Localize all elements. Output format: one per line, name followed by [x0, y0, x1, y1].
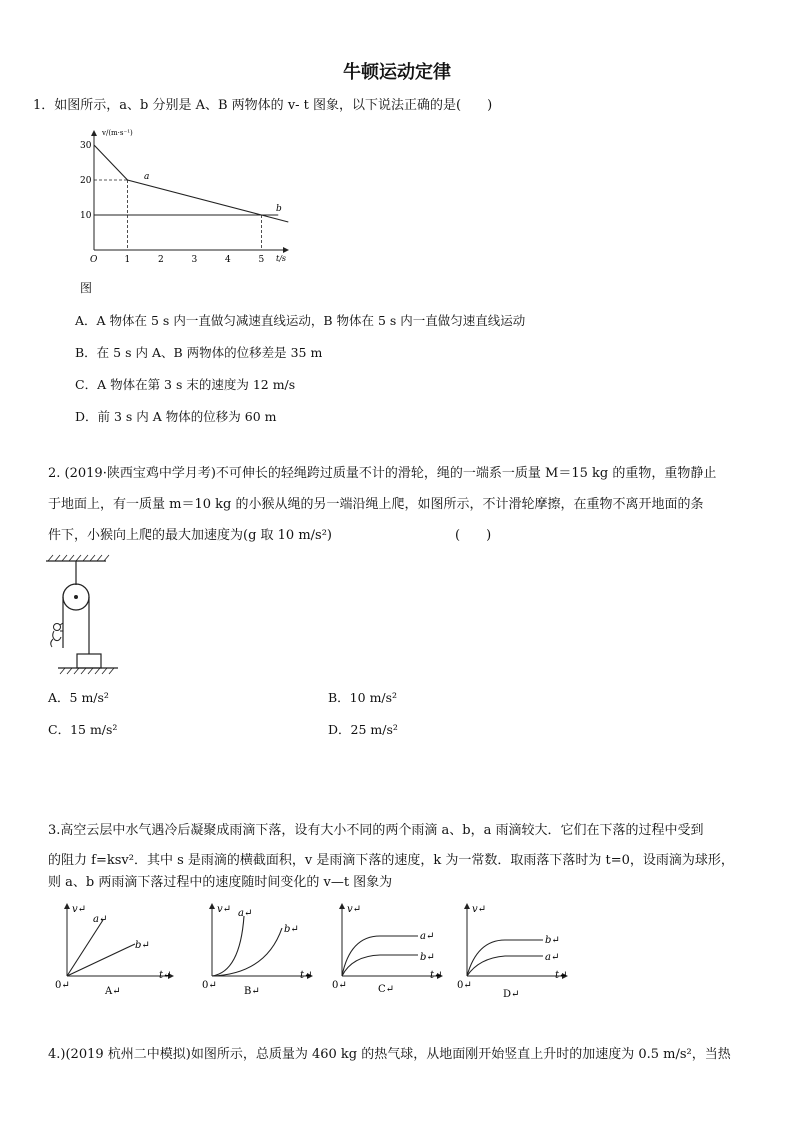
q2-option-a: A．5 m/s²	[48, 690, 109, 705]
q3b-v-label: v↵	[217, 904, 232, 915]
q1-label-a: a	[144, 172, 150, 182]
q3b-curve-b	[212, 928, 282, 976]
q3b-b-label: b↵	[284, 924, 299, 935]
heavy-block	[77, 654, 101, 668]
q3d-caption: D↵	[503, 989, 520, 1000]
q3a-origin: 0↵	[55, 980, 70, 991]
q1-xtick-label: 1	[124, 255, 131, 265]
q1-xtick-label: 3	[191, 255, 198, 265]
monkey-icon	[51, 623, 63, 647]
q1-label-b: b	[276, 204, 282, 214]
pulley-monkey-figure	[40, 553, 120, 678]
q3d-v-label: v↵	[472, 904, 487, 915]
q3c-caption: C↵	[378, 984, 395, 995]
q3-graph-a	[55, 898, 180, 1000]
q3-line-3: 则 a、b 两雨滴下落过程中的速度随时间变化的 v—t 图象为	[48, 875, 393, 890]
q1-option-b: B．在 5 s 内 A、B 两物体的位移差是 35 m	[75, 345, 323, 360]
q2-line-3: 件下，小猴向上爬的最大加速度为(g 取 10 m/s²)	[48, 528, 332, 543]
q1-ytick-label: 10	[80, 211, 92, 221]
q1-xtick-label: 5	[258, 255, 265, 265]
q3c-b-label: b↵	[420, 952, 435, 963]
q1-origin: O	[90, 255, 98, 265]
q1-option-c: C．A 物体在第 3 s 末的速度为 12 m/s	[75, 377, 296, 392]
q3b-t-label: t↵	[300, 970, 313, 981]
q2-line-2: 于地面上，有一质量 m＝10 kg 的小猴从绳的另一端沿绳上爬，如图所示，不计滑轮摩擦，在重物不离开地面的条	[48, 497, 704, 512]
q1-vt-graph	[80, 125, 295, 275]
q3c-curve-b	[342, 955, 418, 976]
q2-option-b: B．10 m/s²	[328, 690, 398, 705]
q1-xlabel: t/s	[276, 254, 287, 263]
q3b-origin: 0↵	[202, 980, 217, 991]
q3-line-1: 3.高空云层中水气遇冷后凝聚成雨滴下落，设有大小不同的两个雨滴 a、b，a 雨滴较大．它们在下落的过程中受到	[48, 823, 704, 838]
q1-ylabel: v/(m·s⁻¹)	[102, 129, 133, 137]
q1-ytick-label: 20	[80, 176, 92, 186]
q2-option-d: D．25 m/s²	[328, 722, 398, 737]
q3a-b-label: b↵	[135, 940, 150, 951]
q3a-caption: A↵	[105, 986, 121, 997]
q1-series-a-extension	[262, 215, 289, 222]
q3c-a-label: a↵	[420, 931, 435, 942]
q3d-curve-a	[467, 956, 543, 976]
q3c-v-label: v↵	[347, 904, 362, 915]
q3a-a-label: a↵	[93, 914, 108, 925]
q3c-curve-a	[342, 936, 418, 976]
q3b-a-label: a↵	[238, 908, 253, 919]
q3d-t-label: t↵	[555, 970, 568, 981]
q3-graph-c	[330, 898, 450, 1000]
q3a-t-label: t↵	[159, 970, 172, 981]
q3d-a-label: a↵	[545, 952, 560, 963]
q3c-origin: 0↵	[332, 980, 347, 991]
q1-xtick-label: 2	[158, 255, 164, 265]
q3a-v-label: v↵	[72, 904, 87, 915]
q2-line-1: 2. (2019·陕西宝鸡中学月考)不可伸长的轻绳跨过质量不计的滑轮，绳的一端系一质量 M＝15 kg 的重物，重物静止	[48, 466, 717, 481]
q2-answer-paren: ( )	[455, 528, 492, 543]
q1-ytick-label: 30	[80, 141, 92, 151]
q3-line-2: 的阻力 f=ksv²．其中 s 是雨滴的横截面积，v 是雨滴下落的速度，k 为一常数．取雨落下落时为 t=0，设雨滴为球形，	[48, 853, 734, 868]
q3-graph-d	[455, 898, 580, 1000]
q3d-curve-b	[467, 940, 543, 976]
q1-option-d: D．前 3 s 内 A 物体的位移为 60 m	[75, 409, 277, 424]
q1-option-a: A．A 物体在 5 s 内一直做匀减速直线运动，B 物体在 5 s 内一直做匀速直线运动	[75, 313, 526, 328]
q3b-caption: B↵	[244, 986, 260, 997]
q1-figure-caption: 图	[80, 281, 93, 295]
page-title: 牛顿运动定律	[343, 62, 451, 83]
q1-xtick-label: 4	[225, 255, 231, 265]
q3d-b-label: b↵	[545, 935, 560, 946]
q3-graph-b	[200, 898, 320, 1000]
q2-option-c: C．15 m/s²	[48, 722, 118, 737]
q3c-t-label: t↵	[430, 970, 443, 981]
q3d-origin: 0↵	[457, 980, 472, 991]
q4-line-1: 4.)(2019 杭州二中模拟)如图所示，总质量为 460 kg 的热气球，从地面刚开始竖直上升时的加速度为 0.5 m/s²，当热	[48, 1047, 731, 1062]
q3b-curve-a	[212, 916, 244, 976]
q1-stem: 1．如图所示，a、b 分别是 A、B 两物体的 v- t 图象，以下说法正确的是( )	[33, 98, 493, 113]
